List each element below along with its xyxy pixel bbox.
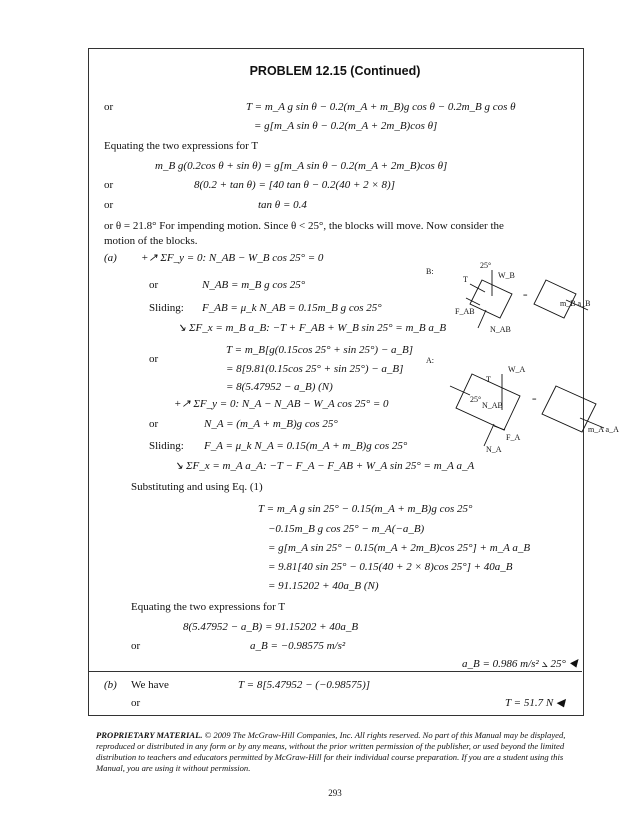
svg-text:N_AB: N_AB bbox=[490, 325, 511, 334]
svg-text:N_A: N_A bbox=[486, 445, 502, 454]
tension-arrow-b bbox=[470, 284, 485, 292]
svg-text:25°: 25° bbox=[470, 395, 482, 404]
text-line: motion of the blocks. bbox=[104, 235, 198, 247]
answer-b: T = 51.7 N ◀ bbox=[505, 697, 565, 709]
equation-line: T = 8[5.47952 − (−0.98575)] bbox=[238, 679, 371, 691]
text-line: or bbox=[104, 179, 114, 191]
equation-line: +↗ ΣF_y = 0: N_A − N_AB − W_A cos 25° = 0 bbox=[174, 398, 389, 410]
equation-line: F_A = μ_k N_A = 0.15(m_A + m_B)g cos 25° bbox=[204, 440, 408, 452]
svg-text:=: = bbox=[523, 291, 528, 300]
svg-text:=: = bbox=[532, 395, 537, 404]
normal-arrow-a bbox=[484, 424, 494, 446]
text-line: We have bbox=[131, 679, 169, 691]
svg-text:W_A: W_A bbox=[508, 365, 526, 374]
equation-line: ↘ ΣF_x = m_A a_A: −T − F_A − F_AB + W_A sin 25° = m_A a_A bbox=[174, 460, 475, 472]
fbd-block-b bbox=[426, 261, 590, 334]
answer-a: a_B = 0.986 m/s² ⦣ 25° ◀ bbox=[462, 658, 578, 670]
equation-line: m_B g(0.2cos θ + sin θ) = g[m_A sin θ − 0.2(m_A + 2m_B)cos θ] bbox=[155, 160, 448, 172]
problem-title: PROBLEM 12.15 (Continued) bbox=[249, 64, 421, 78]
text-line: or bbox=[104, 101, 114, 113]
fbd-b-label: B: bbox=[426, 267, 434, 276]
svg-text:F_A: F_A bbox=[506, 433, 521, 442]
fbd-a-label: A: bbox=[426, 356, 434, 365]
equation-line: a_B = −0.98575 m/s² bbox=[250, 640, 346, 652]
svg-text:T: T bbox=[463, 275, 468, 284]
page-number: 293 bbox=[328, 788, 342, 798]
text-line: Sliding: bbox=[149, 302, 184, 314]
svg-text:T: T bbox=[486, 375, 491, 384]
equation-line: +↗ ΣF_y = 0: N_AB − W_B cos 25° = 0 bbox=[141, 252, 324, 264]
text-line: or bbox=[149, 353, 159, 365]
svg-text:25°: 25° bbox=[480, 261, 492, 270]
text-line: or bbox=[104, 199, 114, 211]
svg-text:W_B: W_B bbox=[498, 271, 515, 280]
equation-line: ↘ ΣF_x = m_B a_B: −T + F_AB + W_B sin 25° = m_B a_B bbox=[177, 322, 447, 334]
tension-arrow-a bbox=[450, 386, 470, 395]
part-label: (b) bbox=[104, 679, 117, 691]
equation-line: = 9.81[40 sin 25° − 0.15(40 + 2 × 8)cos 25°] + 40a_B bbox=[268, 561, 513, 573]
text-line: or bbox=[149, 279, 159, 291]
text-line: or bbox=[149, 418, 159, 430]
fbd-block-a bbox=[426, 356, 619, 454]
text-line: Equating the two expressions for T bbox=[104, 140, 259, 152]
footer-text: © 2009 The McGraw-Hill Companies, Inc. All rights reserved. No part of this Manual may be displayed, reproduced or distributed in any form or by any means, without the prior written permission of the publisher, or used beyond the limited distribution to teachers and educators permitted by McGraw-Hill for their individual course preparation. If you are a student using this Manual, you are using it without permission. bbox=[96, 730, 566, 773]
svg-text:m_B a_B: m_B a_B bbox=[560, 299, 591, 308]
svg-text:m_A a_A: m_A a_A bbox=[588, 425, 619, 434]
equation-line: −0.15m_B g cos 25° − m_A(−a_B) bbox=[268, 523, 425, 535]
equation-line: N_AB = m_B g cos 25° bbox=[202, 279, 306, 291]
equation-line: 8(5.47952 − a_B) = 91.15202 + 40a_B bbox=[183, 621, 359, 633]
equation-line: T = m_A g sin 25° − 0.15(m_A + m_B)g cos 25° bbox=[258, 503, 473, 515]
text-line: Equating the two expressions for T bbox=[131, 601, 286, 613]
equation-line: N_A = (m_A + m_B)g cos 25° bbox=[204, 418, 338, 430]
equation-line: T = m_B[g(0.15cos 25° + sin 25°) − a_B] bbox=[226, 344, 414, 356]
equation-line: tan θ = 0.4 bbox=[258, 199, 307, 211]
copyright-footer bbox=[96, 730, 576, 774]
equation-line: = 91.15202 + 40a_B (N) bbox=[268, 580, 379, 592]
normal-arrow-b bbox=[478, 310, 486, 328]
text-line: or bbox=[131, 640, 141, 652]
text-line: or θ = 21.8° For impending motion. Since θ < 25°, the blocks will move. Now consider the bbox=[104, 220, 504, 232]
equation-line: = 8[9.81(0.15cos 25° + sin 25°) − a_B] bbox=[226, 363, 404, 375]
friction-arrow-b bbox=[466, 298, 480, 305]
equation-line: 8(0.2 + tan θ) = [40 tan θ − 0.2(40 + 2 × 8)] bbox=[194, 179, 395, 191]
part-label: (a) bbox=[104, 252, 117, 264]
equation-line: = g[m_A sin 25° − 0.15(m_A + 2m_B)cos 25°] + m_A a_B bbox=[268, 542, 531, 554]
svg-text:N_AB: N_AB bbox=[482, 401, 503, 410]
equation-line: F_AB = μ_k N_AB = 0.15m_B g cos 25° bbox=[202, 302, 382, 314]
equation-line: T = m_A g sin θ − 0.2(m_A + m_B)g cos θ − 0.2m_B g cos θ bbox=[246, 101, 516, 113]
text-line: Sliding: bbox=[149, 440, 184, 452]
friction-arrow-a bbox=[494, 426, 505, 430]
text-line: Substituting and using Eq. (1) bbox=[131, 481, 263, 493]
block-b-shape bbox=[470, 280, 512, 318]
svg-text:F_AB: F_AB bbox=[455, 307, 475, 316]
footer-label: PROPRIETARY MATERIAL. bbox=[96, 730, 203, 740]
equation-line: = 8(5.47952 − a_B) (N) bbox=[226, 381, 333, 393]
text-line: or bbox=[131, 697, 141, 709]
equation-line: = g[m_A sin θ − 0.2(m_A + 2m_B)cos θ] bbox=[254, 120, 438, 132]
